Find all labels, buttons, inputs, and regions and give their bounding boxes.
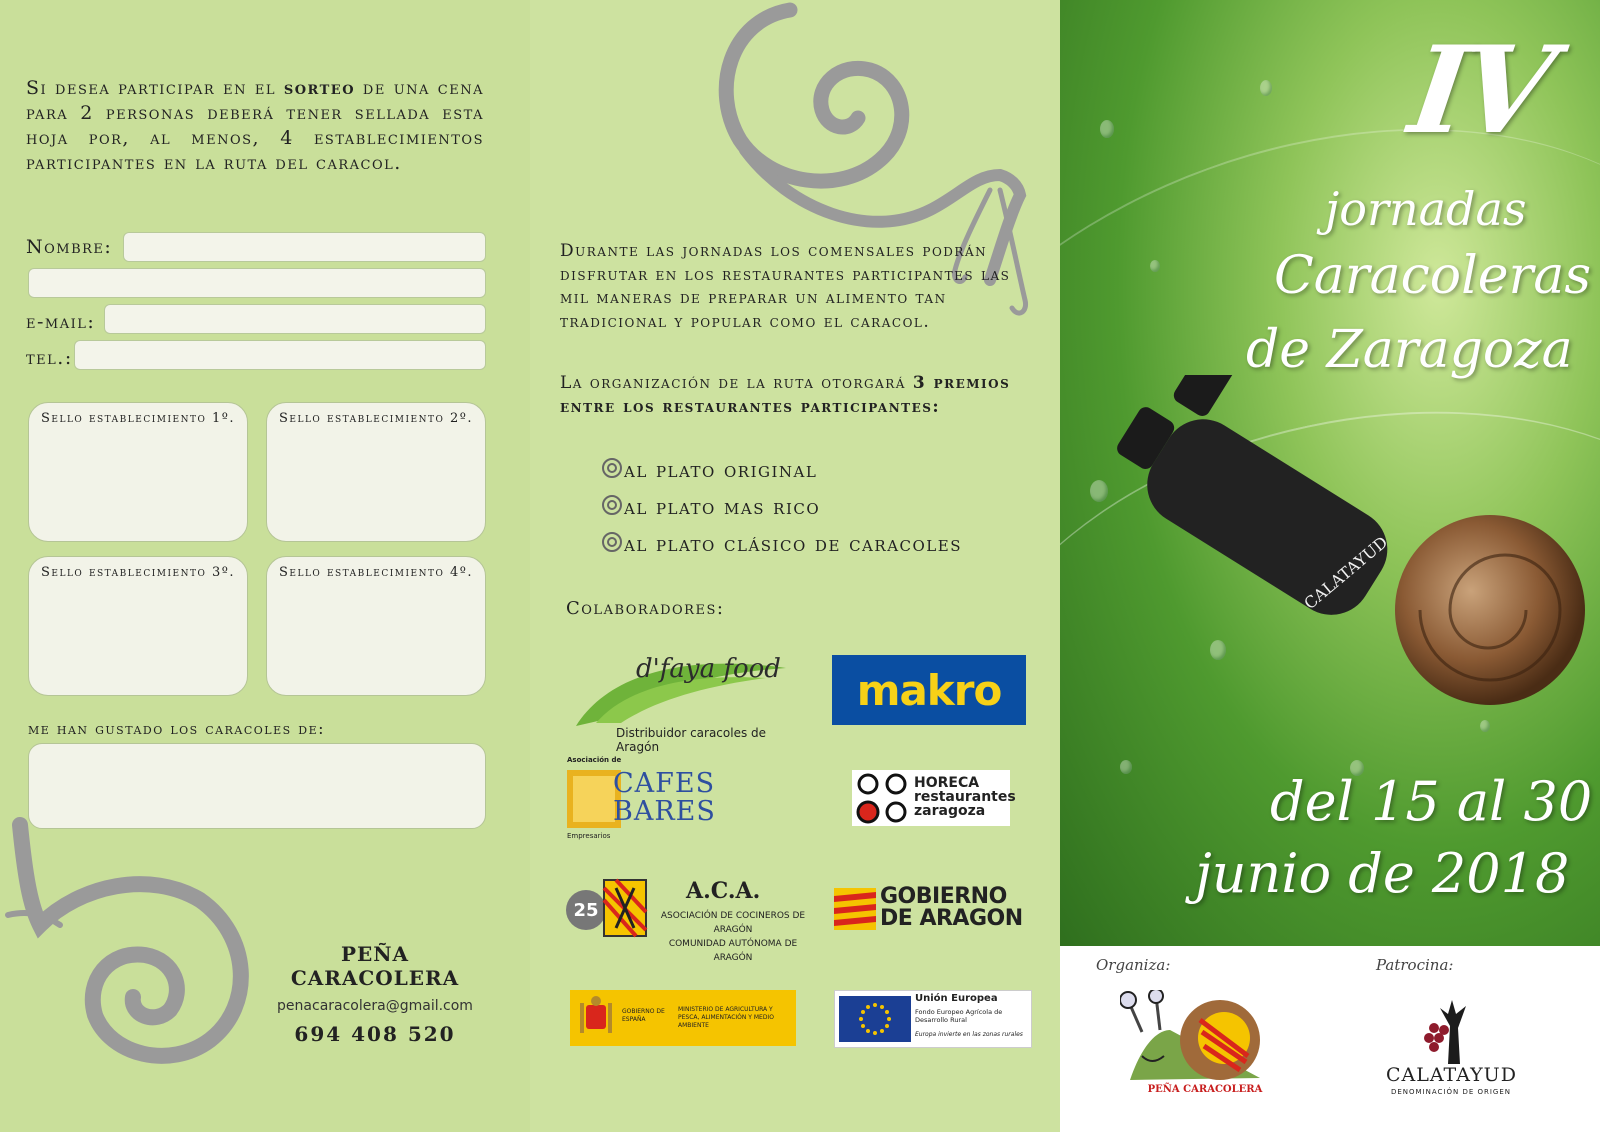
title-line-1: jornadas xyxy=(1325,182,1527,236)
horeca-line-3: zaragoza xyxy=(914,803,986,819)
stamp-label-2: Sello establecimiento 2º. xyxy=(279,411,474,426)
prize-item-3: al plato clásico de caracoles xyxy=(602,532,962,556)
ministerio-logo xyxy=(570,990,796,1046)
gobierno-aragon-logo xyxy=(834,884,1030,934)
eu-flag-icon xyxy=(839,996,911,1042)
club-contact xyxy=(265,942,485,1046)
calatayud-logo xyxy=(1386,996,1516,1100)
dfaya-food-logo xyxy=(566,648,791,754)
dates-line-1: del 15 al 30 xyxy=(1270,770,1593,833)
liked-label: me han gustado los caracoles de: xyxy=(28,719,325,738)
bares-word: BARES xyxy=(613,796,716,827)
intro-text: Si desea participar en el sorteo de una cena para 2 personas deberá tener sellada esta hoja por, al menos, 4 establecimientos participantes en la ruta del caracol. xyxy=(26,77,485,174)
bottle-label: CALATAYUD xyxy=(1300,532,1392,614)
club-email[interactable]: penacaracolera@gmail.com xyxy=(277,998,473,1014)
horeca-line-2: restaurantes xyxy=(914,789,1016,805)
horeca-logo xyxy=(852,770,1016,826)
calatayud-grape-tree-icon xyxy=(1386,996,1516,1066)
organiza-label: Organiza: xyxy=(1096,956,1171,974)
ministerio-gobierno-text: GOBIERNO DE ESPAÑA xyxy=(622,1008,665,1023)
cover-image xyxy=(1060,0,1600,946)
patrocina-label: Patrocina: xyxy=(1376,956,1454,974)
horeca-text xyxy=(914,776,1016,818)
nombre-field[interactable] xyxy=(123,232,486,262)
prize-item-2: al plato mas rico xyxy=(602,495,820,519)
makro-logo xyxy=(832,655,1026,725)
nombre-field-extra[interactable] xyxy=(28,268,486,298)
pena-caracolera-logo xyxy=(1120,990,1280,1100)
aca-title: A.C.A. xyxy=(686,878,761,904)
tel-field[interactable] xyxy=(74,340,486,370)
water-drop xyxy=(1260,80,1272,96)
club-phone: 694 408 520 xyxy=(294,1022,456,1046)
club-name: PEÑA CARACOLERA xyxy=(290,942,460,990)
spiral-bullet-icon xyxy=(602,495,622,515)
spain-coat-of-arms-icon xyxy=(576,995,616,1041)
title-line-2: Caracoleras xyxy=(1274,246,1592,306)
nombre-label: Nombre: xyxy=(26,236,113,258)
pena-caracolera-text: PEÑA CARACOLERA xyxy=(1147,1084,1263,1095)
cafes-bares-logo xyxy=(567,756,732,842)
bottle-snail-illustration xyxy=(1080,375,1590,705)
email-label: e-mail: xyxy=(26,311,96,333)
tel-label: tel.: xyxy=(26,347,73,369)
ue-tagline: Europa invierte en las zonas rurales xyxy=(915,1031,1023,1038)
edition-numeral: IV xyxy=(1402,20,1556,161)
calatayud-subtitle: DENOMINACIÓN DE ORIGEN xyxy=(1390,1088,1512,1096)
gobierno-text: GOBIERNO DE ARAGON xyxy=(880,884,1023,931)
title-line-3: de Zaragoza xyxy=(1246,320,1573,380)
makro-text: makro xyxy=(856,665,1002,715)
snail-swirl-icon xyxy=(0,815,270,1075)
ue-fund: Fondo Europeo Agrícola de Desarrollo Rural xyxy=(915,1008,1003,1024)
snail-mascot-icon xyxy=(1120,990,1280,1085)
water-drop xyxy=(1480,720,1490,732)
calatayud-text: CALATAYUD xyxy=(1386,1064,1517,1086)
left-panel xyxy=(0,0,530,1132)
union-europea-logo xyxy=(834,990,1032,1048)
water-drop xyxy=(1150,260,1160,272)
email-field[interactable] xyxy=(104,304,486,334)
cafes-bottom-text: Empresarios xyxy=(567,832,611,840)
prizes-intro: La organización de la ruta otorgará 3 premios entre los restaurantes participantes: xyxy=(560,373,1011,417)
collaborators-label: Colaboradores: xyxy=(566,598,725,619)
dfaya-subtitle: Distribuidor caracoles de Aragón xyxy=(616,726,767,754)
stamp-label-4: Sello establecimiento 4º. xyxy=(279,565,474,580)
spiral-bullet-icon xyxy=(602,458,622,478)
middle-panel xyxy=(530,0,1060,1132)
stamp-box-3[interactable] xyxy=(28,556,248,696)
stamp-box-1[interactable] xyxy=(28,402,248,542)
stamp-box-2[interactable] xyxy=(266,402,486,542)
dates-line-2: junio de 2018 xyxy=(1195,842,1570,905)
stamp-box-4[interactable] xyxy=(266,556,486,696)
stamp-label-3: Sello establecimiento 3º. xyxy=(41,565,236,580)
ministerio-name-text: MINISTERIO DE AGRICULTURA Y PESCA, ALIMENTACIÓN Y MEDIO AMBIENTE xyxy=(678,1006,774,1029)
water-drop xyxy=(1100,120,1114,138)
spiral-bullet-icon xyxy=(602,532,622,552)
dfaya-brand: d'faya food xyxy=(636,654,781,684)
horeca-dots-icon xyxy=(854,770,914,826)
ue-title: Unión Europea xyxy=(915,993,998,1004)
aca-logo xyxy=(566,878,816,963)
aragon-flag-icon xyxy=(834,888,876,930)
prize-item-1: al plato original xyxy=(602,458,817,482)
aca-subtitle: ASOCIACIÓN DE COCINEROS DE ARAGÓN COMUNIDAD AUTÓNOMA DE ARAGÓN xyxy=(660,911,806,963)
right-panel xyxy=(1060,0,1600,1132)
cafes-top-text: Asociación de xyxy=(567,756,622,764)
stamp-label-1: Sello establecimiento 1º. xyxy=(41,411,236,426)
description-text: Durante las jornadas los comensales podrán disfrutar en los restaurantes participantes las mil maneras de preparar un alimento tan tradicional y popular como el caracol. xyxy=(560,241,1011,332)
cafes-word: CAFES xyxy=(613,768,716,799)
horeca-line-1: HORECA xyxy=(914,775,980,791)
water-drop xyxy=(1120,760,1132,774)
aca-utensils-icon xyxy=(602,878,648,940)
aca-anniversary-badge: 25 xyxy=(566,890,606,930)
